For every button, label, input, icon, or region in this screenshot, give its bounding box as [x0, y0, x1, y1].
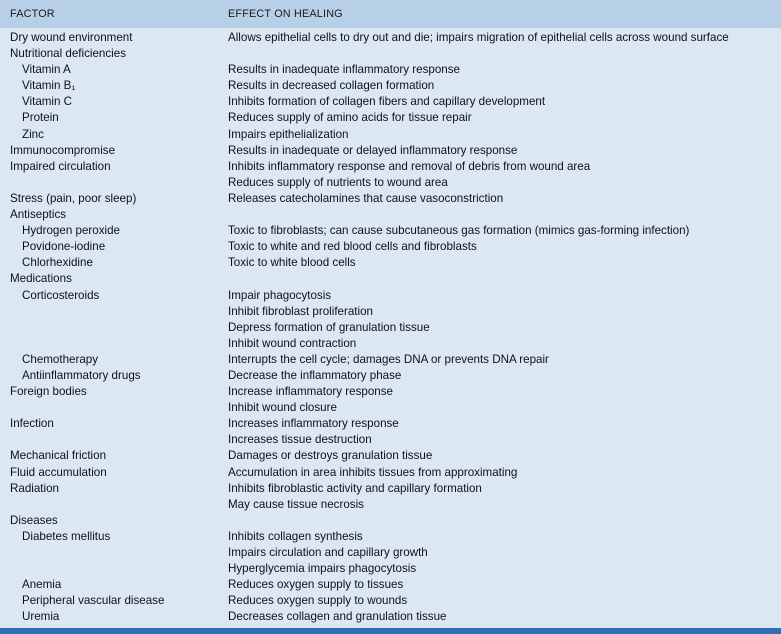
effect-cell: Impair phagocytosis — [228, 288, 332, 302]
effect-cell: Decrease the inflammatory phase — [228, 368, 402, 382]
factor-cell: Dry wound environment — [10, 31, 133, 44]
effect-cell: Inhibit wound closure — [228, 401, 337, 415]
table-row — [0, 62, 781, 78]
factor-cell: Fluid accumulation — [10, 465, 107, 479]
table-row — [0, 609, 781, 625]
table-row — [0, 513, 781, 529]
table-row — [0, 78, 781, 94]
table-row — [0, 271, 781, 287]
factor-column-header: FACTOR — [10, 8, 55, 20]
table-row — [0, 336, 781, 352]
factor-cell: Mechanical friction — [10, 449, 107, 463]
effect-cell: Inhibits inflammatory response and removal of debris from wound area — [228, 159, 591, 173]
table-row — [0, 191, 781, 207]
table-row — [0, 304, 781, 320]
effect-cell: Results in decreased collagen formation — [228, 79, 435, 93]
factor-cell: Peripheral vascular disease — [22, 594, 165, 608]
table-row — [0, 127, 781, 143]
factor-cell: Chlorhexidine — [22, 256, 93, 270]
effect-cell: May cause tissue necrosis — [228, 497, 364, 511]
table-row — [0, 30, 781, 46]
factor-cell: Uremia — [22, 610, 60, 624]
effect-cell: Reduces supply of nutrients to wound area — [228, 175, 448, 189]
factor-cell: Vitamin A — [22, 63, 71, 77]
factor-cell: Antiinflammatory drugs — [22, 368, 141, 382]
factor-cell: Zinc — [22, 127, 44, 141]
factor-cell: Chemotherapy — [22, 352, 99, 366]
factor-cell: Anemia — [22, 578, 62, 592]
factor-cell: Stress (pain, poor sleep) — [10, 191, 137, 205]
table-row — [0, 384, 781, 400]
effect-cell: Increases tissue destruction — [228, 433, 372, 447]
table-row — [0, 432, 781, 448]
factor-cell: Radiation — [10, 481, 59, 495]
effect-cell: Releases catecholamines that cause vasoconstriction — [228, 191, 504, 205]
table-row — [0, 207, 781, 223]
factor-cell: Hydrogen peroxide — [22, 224, 120, 238]
table-header — [0, 0, 781, 28]
table-row — [0, 465, 781, 481]
effect-cell: Results in inadequate or delayed inflammatory response — [228, 143, 518, 157]
effect-cell: Reduces oxygen supply to tissues — [228, 578, 404, 592]
table-row — [0, 110, 781, 126]
factor-cell: Nutritional deficiencies — [10, 47, 126, 61]
factor-cell: Protein — [22, 111, 59, 125]
factor-cell: Vitamin B₁ — [22, 79, 76, 93]
table-row — [0, 143, 781, 159]
effect-cell: Depress formation of granulation tissue — [228, 320, 430, 334]
table-row — [0, 400, 781, 416]
table-row — [0, 577, 781, 593]
table-row — [0, 46, 781, 62]
table-row — [0, 255, 781, 271]
table-row — [0, 94, 781, 110]
effect-cell: Increases inflammatory response — [228, 417, 399, 431]
table-body — [0, 30, 781, 625]
factor-cell: Vitamin C — [22, 95, 73, 109]
bottom-rule — [0, 628, 781, 634]
factor-cell: Corticosteroids — [22, 288, 100, 302]
effect-cell: Allows epithelial cells to dry out and die; impairs migration of epithelial cells across wound surface — [228, 31, 729, 44]
effect-cell: Inhibit fibroblast proliferation — [228, 304, 374, 318]
effect-cell: Interrupts the cell cycle; damages DNA or prevents DNA repair — [228, 352, 549, 366]
factor-cell: Diseases — [10, 513, 58, 527]
factor-cell: Impaired circulation — [10, 159, 111, 173]
effect-cell: Inhibits fibroblastic activity and capillary formation — [228, 481, 482, 495]
effect-cell: Accumulation in area inhibits tissues from approximating — [228, 465, 518, 479]
effect-cell: Inhibits collagen synthesis — [228, 529, 363, 543]
table-row — [0, 448, 781, 464]
effect-cell: Hyperglycemia impairs phagocytosis — [228, 562, 417, 576]
table-row — [0, 593, 781, 609]
table-row — [0, 561, 781, 577]
effect-cell: Toxic to white blood cells — [228, 256, 356, 270]
table-row — [0, 175, 781, 191]
effect-cell: Results in inadequate inflammatory response — [228, 63, 460, 77]
table-row — [0, 529, 781, 545]
table-row — [0, 416, 781, 432]
effect-cell: Damages or destroys granulation tissue — [228, 449, 433, 463]
effect-cell: Increase inflammatory response — [228, 385, 393, 399]
effect-cell: Reduces supply of amino acids for tissue repair — [228, 111, 472, 125]
effect-cell: Inhibit wound contraction — [228, 336, 357, 350]
factor-cell: Medications — [10, 272, 72, 286]
table-row — [0, 497, 781, 513]
effect-cell: Toxic to fibroblasts; can cause subcutaneous gas formation (mimics gas-forming infection) — [228, 224, 690, 238]
table-row — [0, 159, 781, 175]
table-row — [0, 481, 781, 497]
table-row — [0, 368, 781, 384]
effect-cell: Decreases collagen and granulation tissue — [228, 610, 447, 624]
table-row — [0, 288, 781, 304]
effect-cell: Impairs epithelialization — [228, 127, 349, 141]
factor-cell: Immunocompromise — [10, 143, 116, 157]
table-row — [0, 320, 781, 336]
effect-column-header: EFFECT ON HEALING — [228, 8, 343, 20]
factor-cell: Infection — [10, 417, 54, 431]
effect-cell: Toxic to white and red blood cells and fibroblasts — [228, 240, 477, 254]
table-row — [0, 352, 781, 368]
effect-cell: Impairs circulation and capillary growth — [228, 546, 428, 559]
effect-cell: Inhibits formation of collagen fibers and capillary development — [228, 95, 546, 109]
table-row — [0, 223, 781, 239]
factor-cell: Povidone-iodine — [22, 240, 106, 254]
factor-cell: Foreign bodies — [10, 385, 87, 399]
table-row — [0, 545, 781, 561]
table-row — [0, 239, 781, 255]
factor-cell: Antiseptics — [10, 208, 67, 222]
effect-cell: Reduces oxygen supply to wounds — [228, 594, 408, 608]
factor-cell: Diabetes mellitus — [22, 529, 111, 543]
